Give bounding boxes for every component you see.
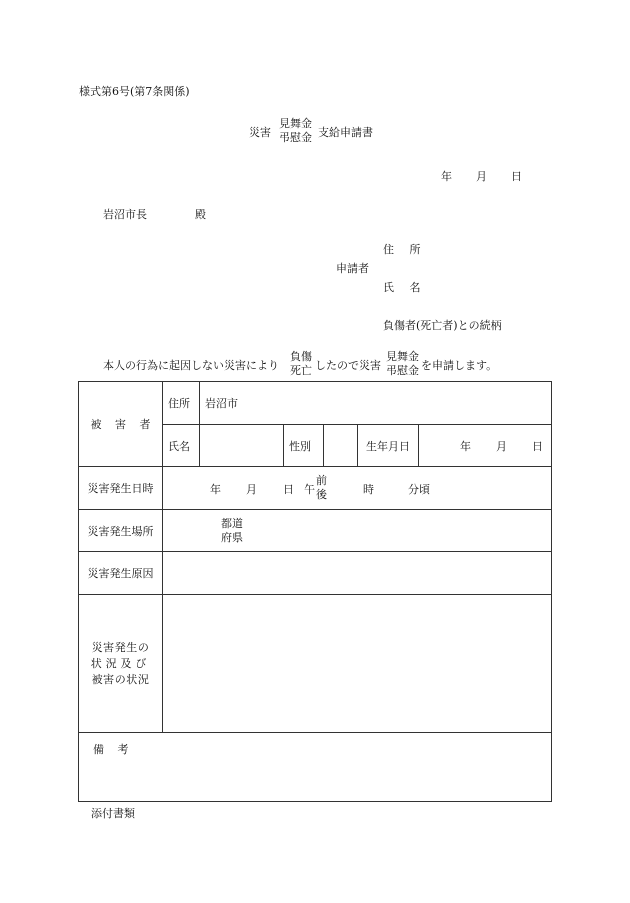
table-row: [79, 733, 552, 802]
date-month-label: 月: [476, 170, 487, 183]
situation-label-line2: 状況及び: [90, 656, 151, 670]
table-row: [79, 552, 552, 595]
victim-dob-field[interactable]: [419, 425, 552, 467]
dob-day-label: 日: [532, 439, 543, 453]
addressee-honorific: 殿: [195, 208, 206, 221]
victim-address-label: 住所: [163, 382, 200, 425]
date-year-label: 年: [441, 170, 452, 183]
dob-year-label: 年: [460, 439, 471, 453]
title-options: [279, 117, 312, 145]
option-death: 死亡: [290, 364, 312, 377]
dt-minute-label: 分頃: [408, 483, 430, 496]
victim-name-label: 氏名: [163, 425, 200, 467]
table-row: [79, 510, 552, 552]
dob-month-label: 月: [496, 439, 507, 453]
attachments-label: 添付書類: [91, 807, 135, 820]
statement-part3: を申請します。: [421, 359, 498, 372]
disaster-place-label: 災害発生場所: [79, 510, 163, 552]
situation-label: [79, 595, 163, 733]
dt-noon-label: 午: [304, 483, 315, 496]
dt-am-option: 前: [316, 474, 327, 487]
dt-month-label: 月: [246, 483, 257, 496]
dt-pm-option: 後: [316, 488, 327, 501]
situation-field[interactable]: [163, 595, 552, 733]
victim-header: [79, 382, 163, 467]
victim-address-value: 岩沼市: [205, 397, 238, 410]
table-row: [79, 382, 552, 425]
victim-name-field[interactable]: [200, 425, 284, 467]
applicant-label: 申請者: [336, 262, 369, 275]
pref-suffix-fuken: 府県: [221, 530, 243, 544]
situation-label-line3: 被害の状況: [91, 672, 150, 686]
disaster-cause-field[interactable]: [163, 552, 552, 595]
statement-money-options: [386, 350, 419, 378]
dt-ampm-options: [316, 474, 327, 502]
title-option-mimaikin: 見舞金: [279, 117, 312, 130]
disaster-place-field[interactable]: [163, 510, 552, 552]
statement-injury-options: [290, 350, 312, 378]
statement-part2: したので災害: [315, 359, 381, 372]
title-prefix: 災害: [249, 126, 271, 139]
victim-gender-label: 性別: [284, 425, 324, 467]
victim-dob-label: 生年月日: [358, 425, 419, 467]
victim-address-field[interactable]: [200, 382, 552, 425]
title-option-choikin: 弔慰金: [279, 131, 312, 144]
table-row: [79, 595, 552, 733]
victim-gender-field[interactable]: [324, 425, 358, 467]
addressee-name: 岩沼市長: [103, 208, 147, 221]
disaster-datetime-label: 災害発生日時: [79, 467, 163, 510]
form-number: 様式第6号(第7条関係): [79, 85, 190, 98]
disaster-cause-label: 災害発生原因: [79, 552, 163, 595]
date-day-label: 日: [511, 170, 522, 183]
applicant-address-label: 住 所: [383, 243, 421, 256]
applicant-name-label: 氏 名: [383, 281, 421, 294]
disaster-datetime-field[interactable]: [163, 467, 552, 510]
victim-label: 被 害 者: [90, 418, 151, 431]
applicant-relation-label: 負傷者(死亡者)との続柄: [383, 319, 502, 332]
situation-label-line1: 災害発生の: [91, 640, 150, 654]
table-row: [79, 467, 552, 510]
remarks-label: 備 考: [93, 743, 129, 756]
dt-year-label: 年: [210, 483, 221, 496]
title-suffix: 支給申請書: [318, 126, 373, 139]
dt-day-label: 日: [283, 483, 294, 496]
option-injury: 負傷: [290, 350, 312, 363]
dt-hour-label: 時: [363, 483, 374, 496]
statement-part1: 本人の行為に起因しない災害により: [103, 359, 279, 372]
application-form-table: [78, 381, 552, 802]
datetime-units: [168, 473, 546, 503]
pref-suffix-todo: 都道: [221, 516, 243, 530]
dob-units: [424, 438, 546, 454]
prefecture-suffixes: [221, 517, 243, 545]
option-choikin: 弔慰金: [386, 364, 419, 377]
option-mimaikin: 見舞金: [386, 350, 419, 363]
remarks-field[interactable]: [79, 733, 552, 802]
